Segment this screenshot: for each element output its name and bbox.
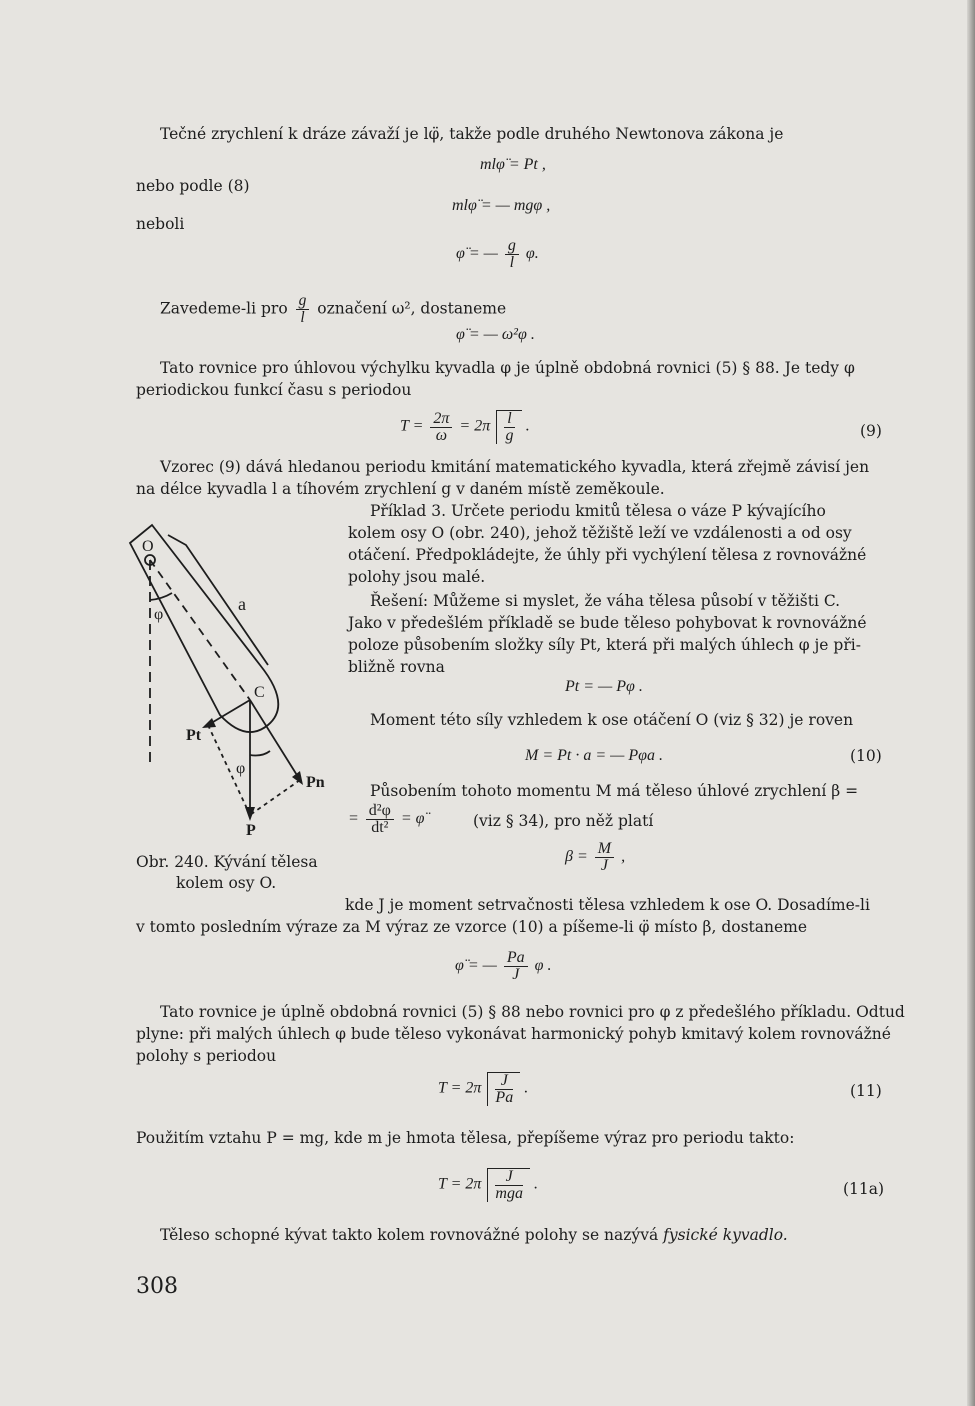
denominator: l bbox=[509, 254, 515, 271]
label-P: P bbox=[246, 822, 256, 839]
caption-line: kolem osy O. bbox=[176, 874, 277, 892]
text-line: Moment této síly vzhledem k ose otáčení O (viz § 32) je roven bbox=[370, 711, 854, 729]
text-line bbox=[160, 1225, 788, 1245]
text-line: plyne: při malých úhlech φ bude těleso vykonávat harmonický pohyb kmitavý kolem rovnovážné bbox=[136, 1025, 891, 1043]
equation-period-11 bbox=[438, 1072, 528, 1106]
text-line: (viz § 34), pro něž platí bbox=[473, 812, 654, 830]
fraction bbox=[504, 950, 528, 983]
fraction bbox=[504, 411, 514, 444]
term-physical-pendulum: fysické kyvadlo. bbox=[663, 1226, 788, 1244]
denominator: Pa bbox=[495, 1089, 514, 1106]
text-part: označení ω², dostaneme bbox=[317, 299, 507, 318]
eq-part: = φ̈ bbox=[400, 810, 425, 828]
text-line: Tečné zrychlení k dráze závaží je lφ̈, takže podle druhého Newtonova zákona je bbox=[160, 125, 784, 143]
arrowhead-Pt bbox=[202, 718, 216, 728]
text-line: neboli bbox=[136, 215, 185, 233]
label-Pt: Pt bbox=[186, 727, 202, 744]
text-line: Tato rovnice pro úhlovou výchylku kyvadla φ je úplně obdobná rovnici (5) § 88. Je tedy φ bbox=[160, 359, 855, 377]
numerator: J bbox=[495, 1169, 523, 1186]
eq-part: φ. bbox=[525, 245, 539, 263]
square-root bbox=[496, 410, 521, 444]
eq-part: φ . bbox=[534, 957, 552, 975]
square-root bbox=[487, 1072, 520, 1106]
text-line: poloze působením složky síly Pt, která při malých úhlech φ je při- bbox=[348, 636, 861, 654]
page-edge bbox=[967, 0, 975, 1406]
text-line bbox=[160, 293, 506, 326]
equation-phi-pa bbox=[455, 950, 552, 983]
eq-part: . bbox=[524, 1079, 529, 1097]
eq-part: T = 2π bbox=[438, 1079, 482, 1097]
fraction bbox=[505, 238, 519, 271]
eq-part: φ̈ = — bbox=[455, 957, 497, 975]
eq-part: β = bbox=[565, 848, 588, 866]
label-phi-bottom: φ bbox=[236, 760, 246, 777]
numerator: Pa bbox=[504, 950, 528, 967]
text-line: Jako v předešlém příkladě se bude těleso pohybovat k rovnovážné bbox=[348, 614, 867, 632]
denominator: J bbox=[512, 966, 520, 983]
text-line: na délce kyvadla l a tíhovém zrychlení g v daném místě zeměkoule. bbox=[136, 480, 665, 498]
equation-force: mlφ̈ = — mgφ , bbox=[452, 197, 551, 214]
fraction bbox=[430, 411, 452, 444]
angle-arc-top bbox=[150, 593, 172, 600]
denominator: J bbox=[600, 857, 608, 874]
text-line: Řešení: Můžeme si myslet, že váha tělesa působí v těžišti C. bbox=[370, 592, 841, 610]
normal-component-Pn bbox=[250, 700, 300, 780]
label-phi-top: φ bbox=[154, 606, 164, 623]
denominator: mga bbox=[495, 1185, 523, 1202]
text-line: nebo podle (8) bbox=[136, 177, 250, 195]
figure-physical-pendulum bbox=[120, 515, 340, 845]
equation-phi-ddot bbox=[456, 238, 539, 271]
denominator: dt² bbox=[371, 819, 389, 836]
fraction bbox=[495, 1073, 513, 1106]
numerator: M bbox=[595, 841, 614, 858]
text-line: otáčení. Předpokládejte, že úhly při vychýlení tělesa z rovnovážné bbox=[348, 546, 867, 564]
equation-label: (11) bbox=[850, 1082, 882, 1100]
equation-label: (9) bbox=[860, 422, 882, 440]
eq-part: = 2π bbox=[459, 417, 491, 435]
denominator: g bbox=[505, 427, 514, 444]
arrowhead-P bbox=[245, 807, 255, 821]
equation-omega: φ̈ = — ω²φ . bbox=[456, 326, 535, 343]
equation-beta-def bbox=[348, 803, 424, 836]
numerator: J bbox=[495, 1073, 513, 1090]
distance-a-line bbox=[150, 560, 250, 700]
equation-pt: Pt = — Pφ . bbox=[565, 678, 643, 695]
arrowhead-Pn bbox=[292, 771, 303, 785]
text-line: Působením tohoto momentu M má těleso úhlové zrychlení β = bbox=[370, 782, 859, 800]
eq-part: φ̈ = — bbox=[456, 245, 498, 263]
text-line: kde J je moment setrvačnosti tělesa vzhledem k ose O. Dosadíme-li bbox=[345, 896, 870, 914]
square-root bbox=[487, 1168, 530, 1202]
eq-part: . bbox=[533, 1175, 538, 1193]
caption-line: Obr. 240. Kývání tělesa bbox=[136, 853, 318, 871]
text-part: Zavedeme-li pro bbox=[160, 299, 288, 318]
text-line: v tomto posledním výraze za M výraz ze vzorce (10) a píšeme-li φ̈ místo β, dostaneme bbox=[136, 918, 808, 936]
fraction bbox=[595, 841, 614, 874]
dashed-parallelogram-right bbox=[250, 780, 300, 815]
eq-part: . bbox=[525, 417, 530, 435]
fraction bbox=[366, 803, 394, 836]
figure-caption bbox=[136, 852, 318, 894]
eq-part: T = 2π bbox=[438, 1175, 482, 1193]
numerator: 2π bbox=[430, 411, 452, 428]
angle-arc-bottom bbox=[250, 751, 270, 756]
eq-part: , bbox=[621, 848, 626, 866]
equation-period-9 bbox=[400, 410, 530, 444]
equation-period-11a bbox=[438, 1168, 538, 1202]
page-number: 308 bbox=[136, 1274, 178, 1299]
equation-moment: M = Pt · a = — Pφa . bbox=[525, 747, 663, 764]
text-part: Těleso schopné kývat takto kolem rovnovážné polohy se nazývá bbox=[160, 1226, 659, 1244]
text-line: Příklad 3. Určete periodu kmitů tělesa o váze P kývajícího bbox=[370, 502, 826, 520]
equation-label: (11a) bbox=[843, 1180, 885, 1198]
numerator: d²φ bbox=[366, 803, 394, 820]
denominator: l bbox=[300, 309, 305, 326]
label-a: a bbox=[238, 594, 246, 614]
equation-newton: mlφ̈ = Pt , bbox=[480, 156, 546, 173]
text-line: polohy s periodou bbox=[136, 1047, 277, 1065]
numerator: l bbox=[504, 411, 514, 428]
equation-label: (10) bbox=[850, 747, 882, 765]
label-O: O bbox=[142, 538, 154, 555]
text-line: polohy jsou malé. bbox=[348, 568, 486, 586]
text-line: kolem osy O (obr. 240), jehož těžiště leží ve vzdálenosti a od osy bbox=[348, 524, 852, 542]
text-line: bližně rovna bbox=[348, 658, 445, 676]
fraction bbox=[495, 1169, 523, 1202]
label-C: C bbox=[254, 684, 265, 701]
numerator: g bbox=[505, 238, 519, 255]
numerator: g bbox=[296, 293, 310, 310]
text-line: periodickou funkcí času s periodou bbox=[136, 381, 412, 399]
eq-part: T = bbox=[400, 417, 424, 435]
text-line: Použitím vztahu P = mg, kde m je hmota tělesa, přepíšeme výraz pro periodu takto: bbox=[136, 1129, 795, 1147]
denominator: ω bbox=[435, 426, 448, 444]
eq-part: = bbox=[348, 810, 359, 828]
equation-beta bbox=[565, 841, 625, 874]
text-line: Vzorec (9) dává hledanou periodu kmitání matematického kyvadla, která zřejmě závisí jen bbox=[160, 458, 870, 476]
fraction bbox=[296, 293, 310, 326]
text-line: Tato rovnice je úplně obdobná rovnici (5) § 88 nebo rovnici pro φ z předešlého příkladu. Odtud bbox=[160, 1003, 905, 1021]
label-Pn: Pn bbox=[306, 774, 325, 791]
